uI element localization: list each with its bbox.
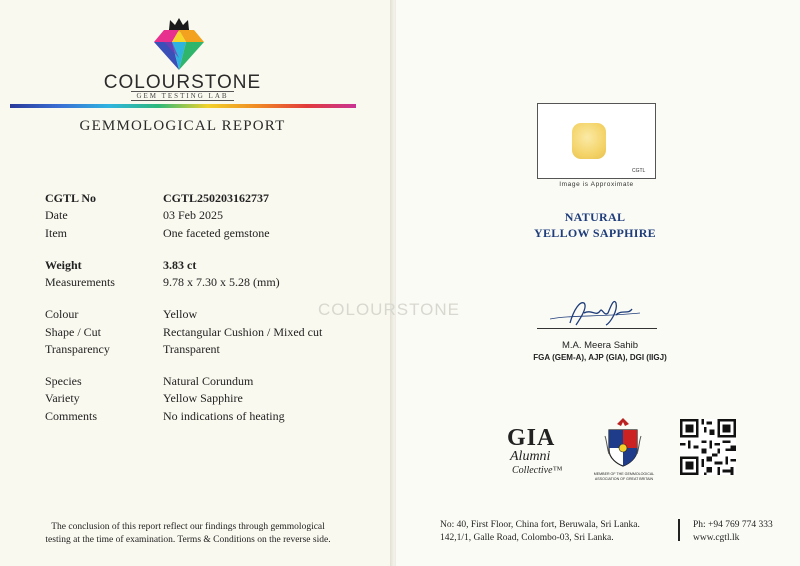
report-title: GEMMOLOGICAL REPORT [79, 118, 286, 134]
brand-name: COLOURSTONE [103, 72, 262, 93]
gem-a-caption-line: MEMBER OF THE GEMMOLOGICAL [593, 472, 655, 476]
gem-a-caption [585, 472, 663, 482]
gia-collective-text: Collective™ [512, 465, 563, 476]
gem-name-line2: YELLOW SAPPHIRE [534, 226, 656, 240]
field-value: 03 Feb 2025 [163, 208, 223, 222]
signer-qualifications: FGA (GEM-A), AJP (GIA), DGI (IIGJ) [533, 353, 667, 362]
photo-watermark: CGTL [632, 168, 646, 174]
lab-contact [693, 519, 773, 545]
field-label: Colour [45, 307, 79, 321]
diamond-logo-icon [150, 28, 208, 72]
brand-watermark: COLOURSTONE [318, 300, 460, 319]
footer-divider [678, 519, 680, 541]
field-label: Comments [45, 409, 98, 423]
field-value: 9.78 x 7.30 x 5.28 (mm) [163, 275, 280, 289]
field-value: One faceted gemstone [163, 226, 270, 240]
field-value: Transparent [163, 342, 220, 356]
photo-caption: Image is Approximate [559, 181, 634, 188]
field-value: Yellow Sapphire [163, 391, 243, 405]
field-label: Weight [45, 258, 82, 272]
field-label: Transparency [45, 342, 110, 356]
gem-name-line1: NATURAL [564, 210, 626, 224]
gem-photo [572, 123, 606, 159]
disclaimer-line: testing at the time of examination. Terms & Conditions on the reverse side. [45, 535, 331, 545]
field-label: Species [45, 374, 82, 388]
signature-line [537, 328, 657, 329]
field-label: CGTL No [45, 191, 97, 205]
address-line: 142,1/1, Galle Road, Colombo-03, Sri Lanka. [440, 533, 614, 543]
address-line: No: 40, First Floor, China fort, Beruwala, Sri Lanka. [440, 520, 640, 530]
field-label: Variety [45, 391, 80, 405]
disclaimer-line: The conclusion of this report reflect our findings through gemmological [51, 522, 325, 532]
disclaimer [18, 521, 358, 547]
field-label: Item [45, 226, 67, 240]
field-value: Yellow [163, 307, 198, 321]
gem-a-crest-icon [603, 416, 643, 468]
website-link[interactable]: www.cgtl.lk [693, 533, 740, 543]
qr-code-icon[interactable] [680, 419, 736, 475]
lab-address [440, 519, 640, 545]
rainbow-divider [10, 104, 356, 108]
field-value: Natural Corundum [163, 374, 254, 388]
field-value: CGTL250203162737 [163, 191, 270, 205]
brand-subtitle: GEM TESTING LAB [0, 92, 365, 100]
gem-a-caption-line: ASSOCIATION OF GREAT BRITAIN [594, 476, 654, 481]
field-value: 3.83 ct [163, 258, 197, 272]
signature [540, 295, 650, 329]
gia-alumni-text: Alumni [510, 449, 551, 464]
gia-alumni-logo [507, 425, 569, 483]
field-value: No indications of heating [163, 409, 285, 423]
phone-number: Ph: +94 769 774 333 [693, 520, 773, 530]
field-label: Measurements [45, 275, 115, 289]
field-label: Date [45, 208, 68, 222]
gia-wordmark: GIA [507, 425, 556, 451]
field-label: Shape / Cut [45, 325, 101, 339]
signer-name: M.A. Meera Sahib [561, 340, 639, 351]
field-value: Rectangular Cushion / Mixed cut [163, 325, 323, 339]
